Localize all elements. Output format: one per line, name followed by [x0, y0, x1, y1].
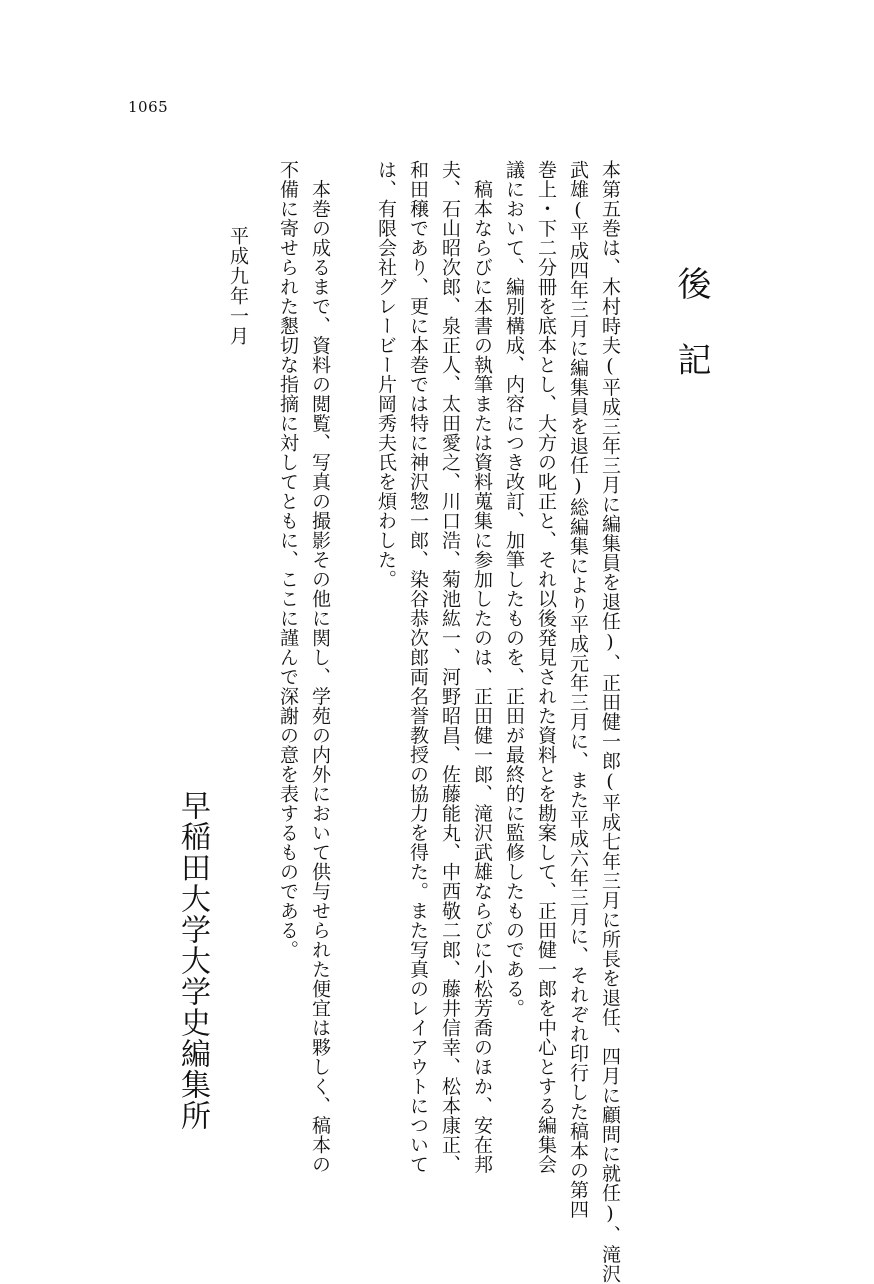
body-column-7: 和田穣であり、更に本巻では特に神沢惣一郎、染谷恭次郎両名誉教授の協力を得た。また写真のレイアウトについて: [407, 160, 429, 1174]
body-column-6: 夫、石山昭次郎、泉正人、太田愛之、川口浩、菊池紘一、河野昭昌、佐藤能丸、中西敬二郎、藤井信幸、松本康正、: [439, 160, 461, 1174]
page-number: 1065: [128, 98, 169, 116]
body-column-5: 稿本ならびに本書の執筆または資料蒐集に参加したのは、正田健一郎、滝沢武雄ならびに小松芳喬のほか、安在邦: [471, 160, 493, 1174]
organization-signature: 早稲田大学大学史編集所: [175, 790, 210, 1131]
date-line: 平成九年一月: [227, 226, 249, 346]
body-column-10: 不備に寄せられた懇切な指摘に対してともに、ここに謹んで深謝の意を表するものである。: [277, 160, 299, 960]
body-column-2: 武雄(平成四年三月に編集員を退任)総編集により平成元年三月に、また平成六年三月に、それぞれ印行した稿本の第四: [567, 160, 589, 1219]
section-title: 後記: [671, 266, 711, 418]
body-column-8: は、有限会社グレービー片岡秀夫氏を煩わした。: [375, 160, 397, 589]
body-column-3: 巻上・下二分冊を底本とし、大方の叱正と、それ以後発見された資料とを勘案して、正田健一郎を中心とする編集会: [535, 160, 557, 1174]
body-column-1: 本第五巻は、木村時夫(平成三年三月に編集員を退任)、正田健一郎(平成七年三月に所長を退任、四月に顧問に就任)、滝沢: [599, 160, 621, 1284]
body-column-9: 本巻の成るまで、資料の閲覧、写真の撮影その他に関し、学苑の内外において供与せられた便宜は夥しく、稿本の: [309, 160, 331, 1174]
body-column-4: 議において、編別構成、内容につき改訂、加筆したものを、正田が最終的に監修したものである。: [503, 160, 525, 1018]
